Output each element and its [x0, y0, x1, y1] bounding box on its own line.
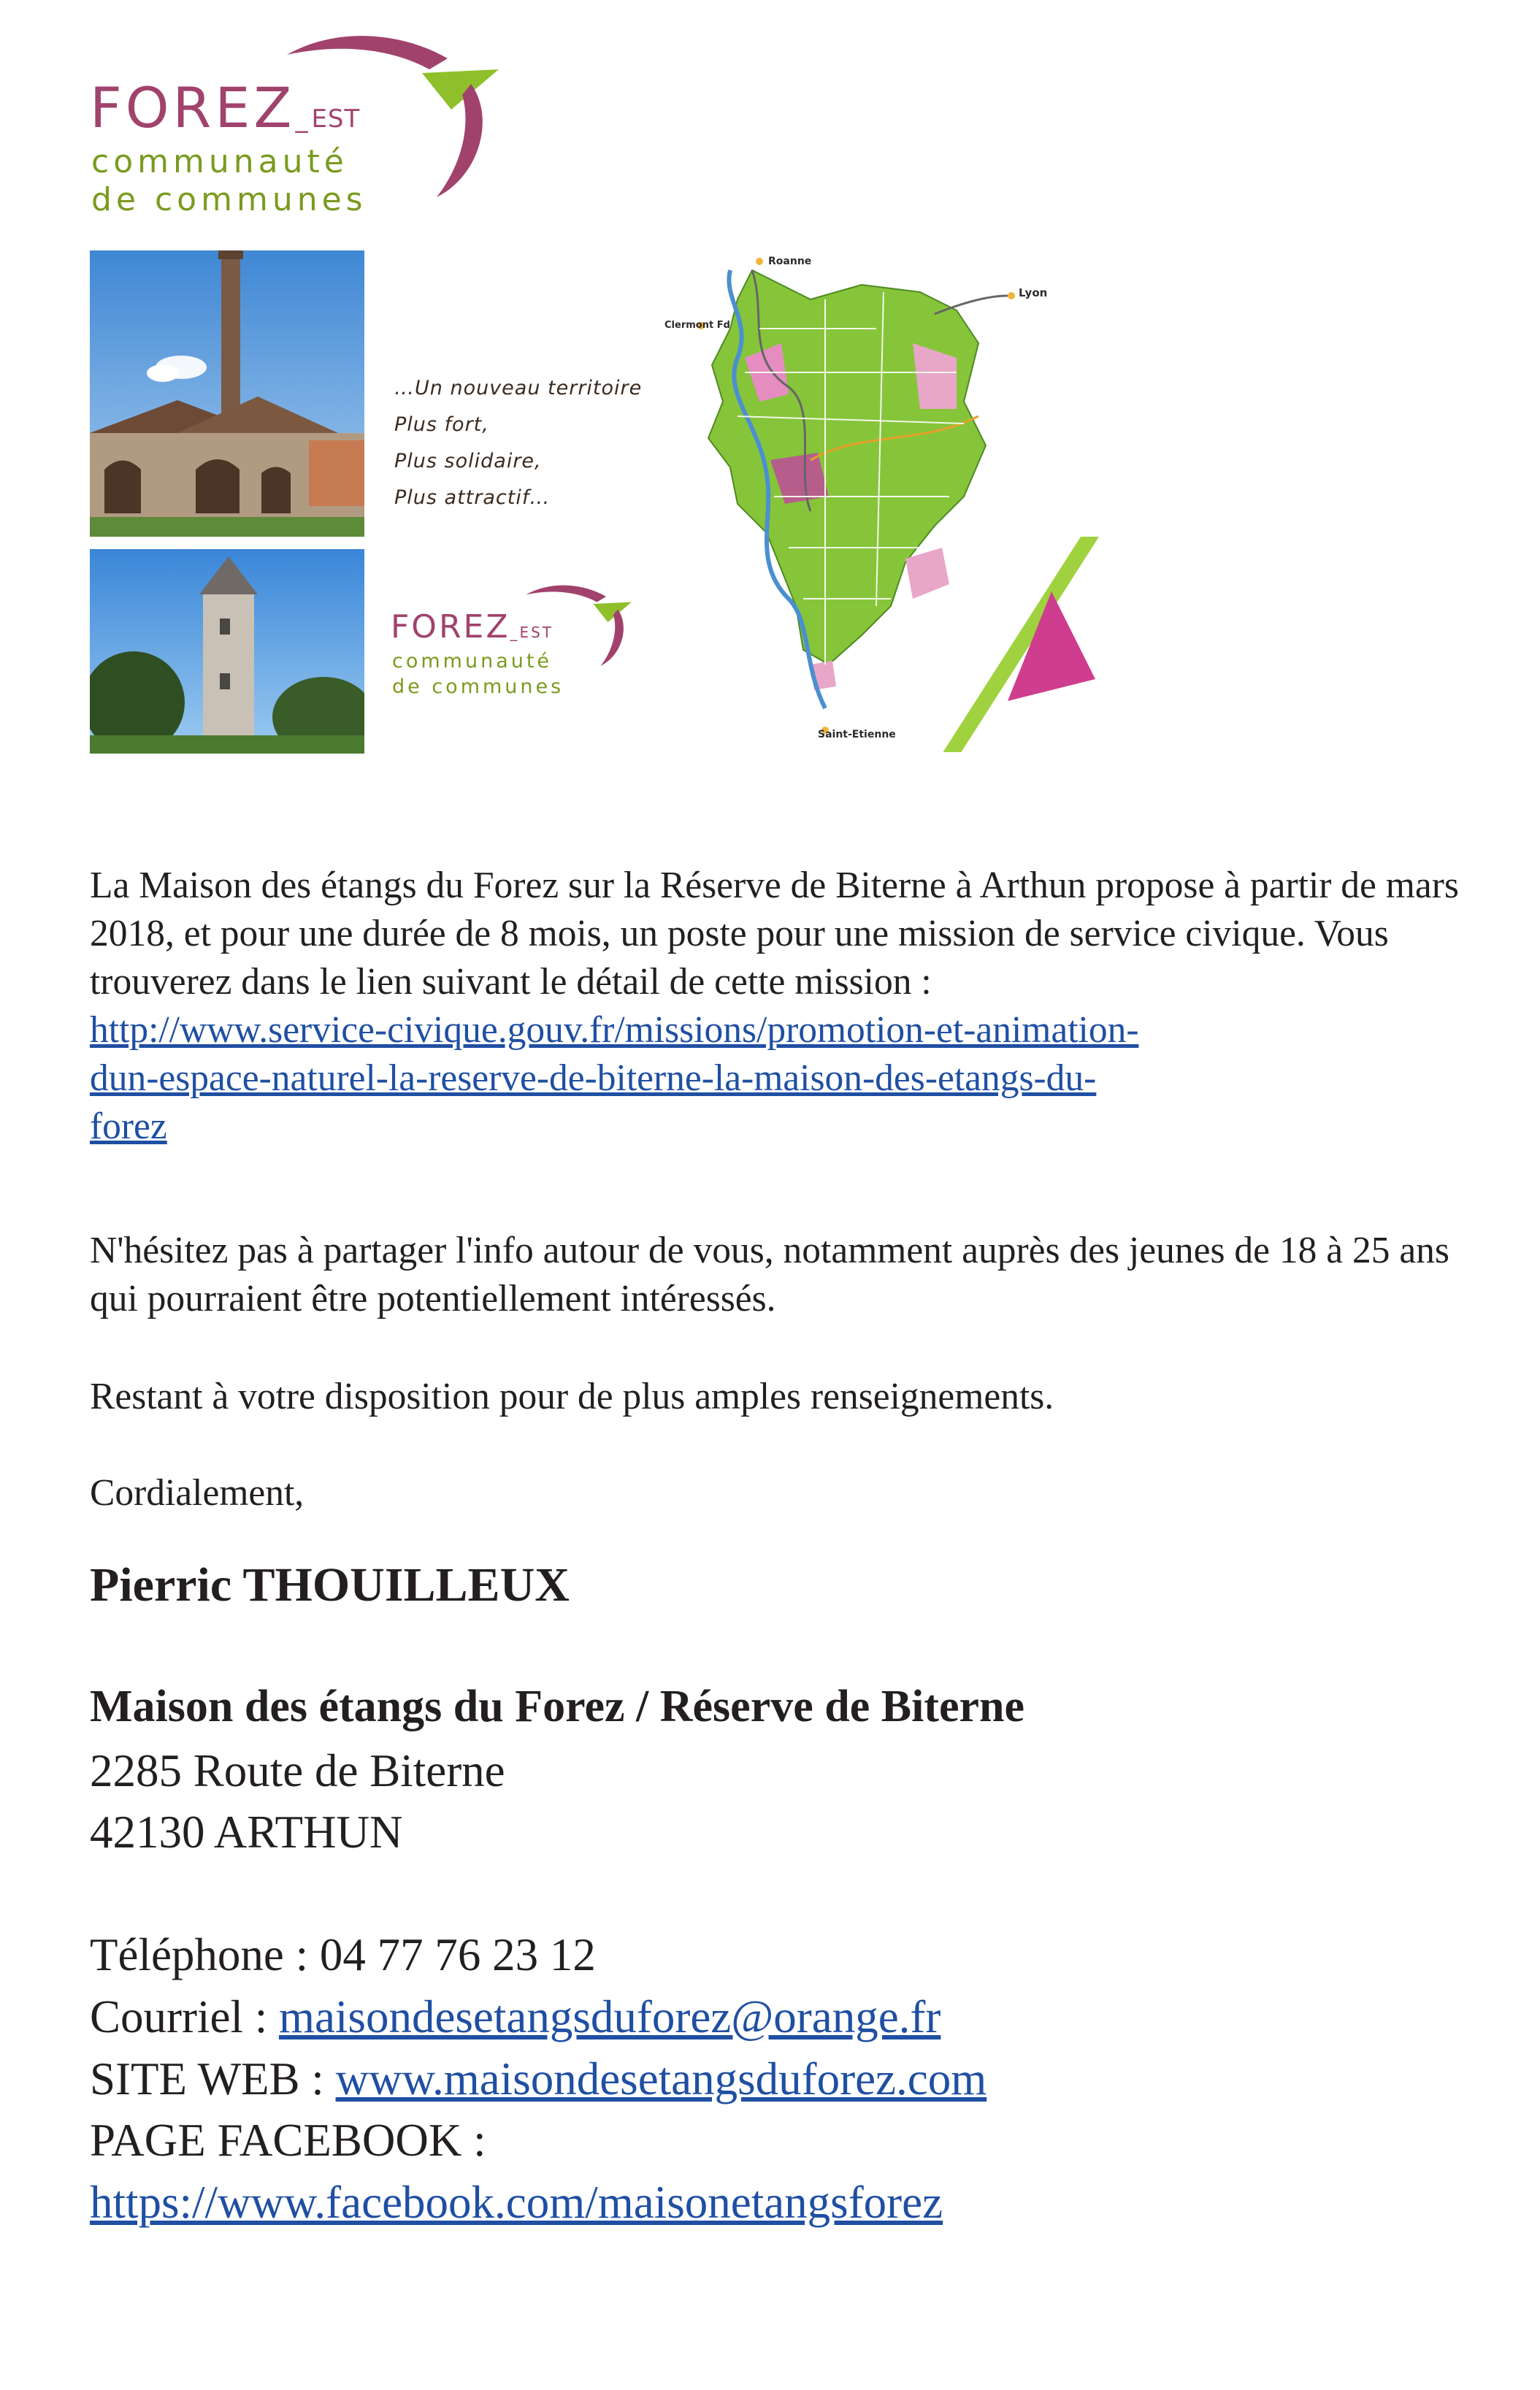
mission-link-line3: forez [90, 1106, 167, 1147]
facebook-label: PAGE FACEBOOK : [90, 2115, 486, 2166]
map-label-lyon: Lyon [1019, 286, 1048, 299]
address-line-2: 42130 ARTHUN [90, 1807, 403, 1858]
logo-name: FOREZ [90, 75, 296, 140]
website-label: SITE WEB : [90, 2053, 336, 2104]
signature-name: Pierric THOUILLEUX [90, 1558, 570, 1612]
phone-number: 04 77 76 23 12 [319, 1929, 596, 1980]
map-label-clermont: Clermont Fd [664, 320, 730, 331]
phone-label: Téléphone : [90, 1929, 320, 1980]
logo-small-name: FOREZ [391, 608, 510, 646]
tagline-line-4: Plus attractif… [394, 486, 551, 509]
logo-small-suffix: EST [519, 624, 554, 641]
tagline-line-3: Plus solidaire, [394, 450, 542, 472]
facebook-link[interactable]: https://www.facebook.com/maisonetangsforez [90, 2177, 943, 2228]
tagline-line-1: …Un nouveau territoire [394, 377, 643, 399]
forez-est-logo-small: FOREZ_EST communauté de communes [391, 571, 624, 710]
address-line-1: 2285 Route de Biterne [90, 1745, 505, 1796]
mission-link[interactable] [90, 1006, 1138, 1151]
map-label-roanne: Roanne [768, 256, 812, 267]
signature-organization: Maison des étangs du Forez / Réserve de Biterne [90, 1682, 1024, 1731]
mission-link-line1: http://www.service-civique.gouv.fr/missions/promotion-et-animation- [90, 1009, 1139, 1051]
logo-small-line2: de communes [392, 675, 564, 698]
mission-link-line2: dun-espace-naturel-la-reserve-de-biterne-la-maison-des-etangs-du- [90, 1057, 1097, 1099]
map-label-saint-etienne: Saint-Etienne [818, 729, 896, 740]
logo-small-line1: communauté [392, 650, 553, 673]
logo-suffix: EST [311, 104, 361, 134]
intro-paragraph: La Maison des étangs du Forez sur la Réserve de Biterne à Arthun propose à partir de mars 2018, et pour une durée de 8 mois, un poste pour une mission de service civique. Vous trouverez dans le lien suivant le détail de cette mission : [90, 865, 1459, 1003]
website-link[interactable]: www.maisondesetangsduforez.com [335, 2053, 987, 2104]
email-link[interactable]: maisondesetangsduforez@orange.fr [278, 1991, 941, 2042]
logo-line1: communauté [91, 143, 348, 180]
territory-map [643, 256, 1117, 752]
forez-est-logo: FOREZ_EST communauté de communes [90, 29, 426, 226]
tagline-line-2: Plus fort, [394, 413, 489, 436]
phone-row [90, 1929, 596, 1980]
share-paragraph: N'hésitez pas à partager l'info autour de vous, notamment auprès des jeunes de 18 à 25 ans qui pourraient être potentiellement intéressés. [90, 1230, 1449, 1320]
availability-paragraph: Restant à votre disposition pour de plus amples renseignements. [90, 1376, 1054, 1417]
tower-photo [90, 549, 364, 754]
closing: Cordialement, [90, 1472, 304, 1514]
email-label: Courriel : [90, 1991, 279, 2042]
logo-line2: de communes [91, 181, 367, 218]
email-row [90, 1991, 941, 2042]
website-row [90, 2053, 987, 2104]
chimney-photo [90, 250, 364, 537]
